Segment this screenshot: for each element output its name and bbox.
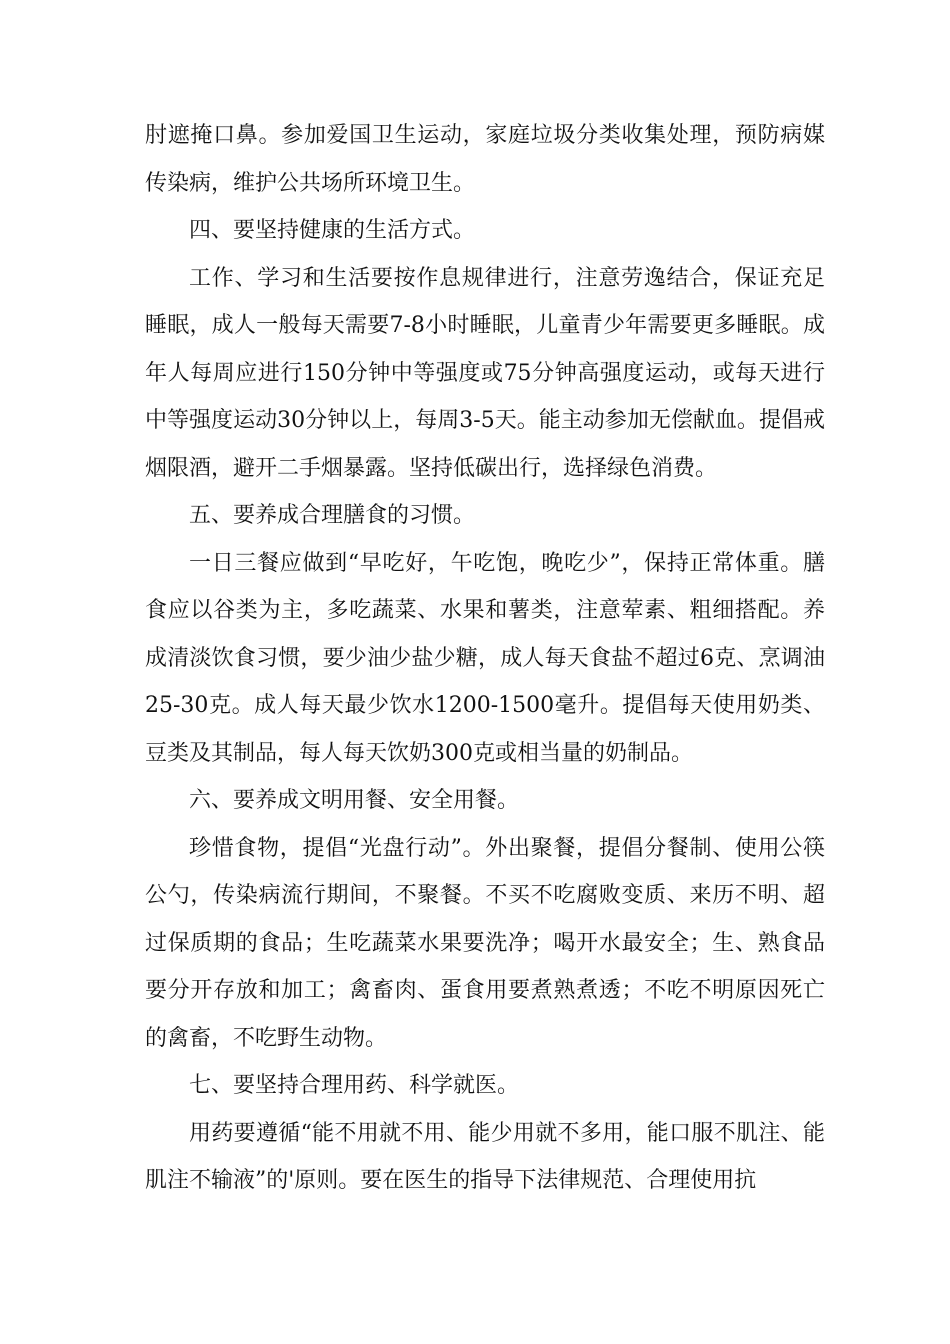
paragraph-dining: 珍惜食物，提倡“光盘行动”。外出聚餐，提倡分餐制、使用公筷公勺，传染病流行期间，不聚餐。不买不吃腐败变质、来历不明、超过保质期的食品；生吃蔬菜水果要洗净；喝开水最安全；生、熟食品要分开存放和加工；禽畜肉、蛋食用要煮熟煮透；不吃不明原因死亡的禽畜，不吃野生动物。 bbox=[145, 835, 825, 1051]
section-heading-7: 七、要坚持合理用药、科学就医。 bbox=[189, 1073, 520, 1098]
paragraph-continuation: 肘遮掩口鼻。参加爱国卫生运动，家庭垃圾分类收集处理，预防病媒传染病，维护公共场所环境卫生。 bbox=[145, 123, 825, 196]
section-heading-5: 五、要养成合理膳食的习惯。 bbox=[189, 503, 476, 528]
paragraph-lifestyle: 工作、学习和生活要按作息规律进行，注意劳逸结合，保证充足睡眠，成人一般每天需要7-8小时睡眠，儿童青少年需要更多睡眠。成年人每周应进行150分钟中等强度或75分钟高强度运动，或每天进行中等强度运动30分钟以上，每周3-5天。能主动参加无偿献血。提倡戒烟限酒，避开二手烟暴露。坚持低碳出行，选择绿色消费。 bbox=[145, 265, 825, 481]
paragraph-diet: 一日三餐应做到“早吃好，午吃饱，晚吃少”，保持正常体重。膳食应以谷类为主，多吃蔬菜、水果和薯类，注意荤素、粗细搭配。养成清淡饮食习惯，要少油少盐少糖，成人每天食盐不超过6克、烹调油25-30克。成人每天最少饮水1200-1500毫升。提倡每天使用奶类、豆类及其制品，每人每天饮奶300克或相当量的奶制品。 bbox=[145, 550, 825, 766]
paragraph-medicine: 用药要遵循“能不用就不用、能少用就不多用，能口服不肌注、能肌注不输液”的'原则。要在医生的指导下法律规范、合理使用抗 bbox=[145, 1120, 825, 1193]
document-body bbox=[145, 112, 825, 1205]
section-heading-4: 四、要坚持健康的生活方式。 bbox=[189, 218, 476, 243]
section-heading-6: 六、要养成文明用餐、安全用餐。 bbox=[189, 788, 520, 813]
